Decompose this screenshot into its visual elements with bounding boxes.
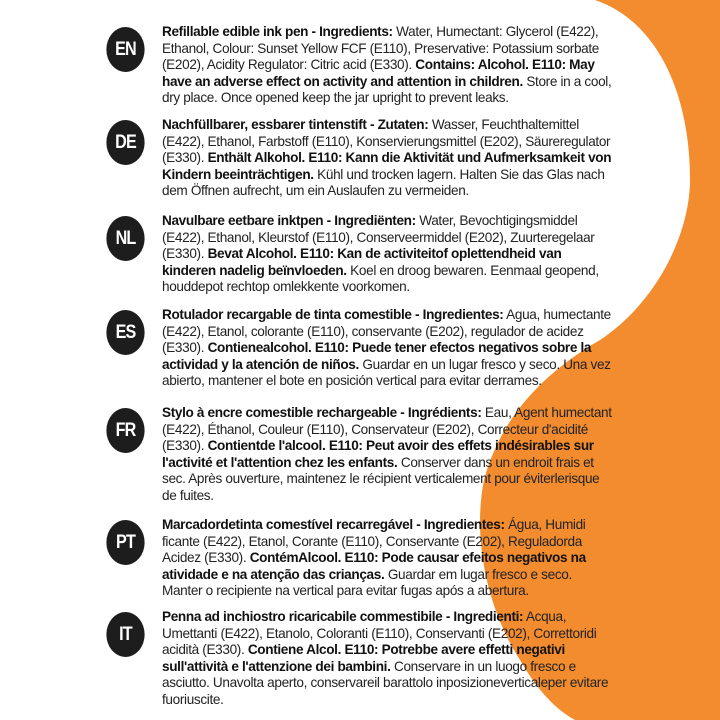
storage-pt: Guardar em lugar fresco e seco. Manter o recipiente na vertical para evitar fugas após a abertura. — [162, 566, 572, 599]
warning-nl: Bevat Alcohol. E110: Kan de activiteitof oplettendheid van kinderen nadelig beïnvloeden. — [162, 246, 562, 278]
warning-pt: ContémAlcool. E110: Pode causar efeitos negativos na atividade e na atenção das crianças. — [162, 550, 586, 582]
ingredients-it: Acqua, Umettanti (E422), Etanolo, Coloranti (E110), Conservanti (E202), Correttoridi acidità (E330). — [162, 609, 597, 658]
ingredients-pt: Água, Humidi ficante (E422), Etanol, Corante (E110), Conservante (E202), Reguladorda Acidez (E330). — [162, 517, 586, 566]
paragraph-fr — [162, 405, 614, 505]
paragraph-en — [162, 24, 614, 107]
title-en: Refillable edible ink pen - Ingredients: — [162, 24, 393, 39]
language-badge-en: EN — [106, 27, 144, 72]
language-badge-nl: NL — [106, 216, 144, 261]
storage-en: Store in a cool, dry place. Once opened keep the jar upright to prevent leaks. — [162, 73, 612, 106]
storage-es: Guardar en un lugar fresco y seco. Una vez abierto, mantener el bote en posición vertical para evitar derrames. — [162, 356, 611, 389]
ingredients-en: Water, Humectant: Glycerol (E422), Ethanol, Colour: Sunset Yellow FCF (E110), Preservative: Potassium sorbate (E202), Acidity Regulator: Citric acid (E330). — [162, 24, 600, 73]
title-pt: Marcadordetinta comestível recarregável - Ingredientes: — [162, 517, 505, 532]
ingredients-de: Wasser, Feuchthaltemittel (E422), Ethanol, Farbstoff (E110), Konservierungsmittel (E202), Säureregulator (E330). — [162, 117, 611, 166]
ingredients-nl: Water, Bevochtigingsmiddel (E422), Ethanol, Kleurstof (E110), Conserveermiddel (E202), Zuurteregelaar (E330). — [162, 213, 595, 262]
language-badge-es: ES — [106, 310, 144, 355]
storage-de: Kühl und trocken lagern. Halten Sie das Glas nach dem Öffnen aufrecht, um ein Auslaufen zu vermeiden. — [162, 166, 605, 199]
language-badge-de: DE — [106, 120, 144, 165]
language-badge-pt: PT — [106, 520, 144, 565]
ingredients-es: Agua, humectante (E422), Etanol, colorante (E110), conservante (E202), regulador de acidez (E330). — [162, 307, 611, 356]
title-fr: Stylo à encre comestible rechargeable - Ingrédients: — [162, 405, 482, 420]
ingredients-fr: Eau, Agent humectant (E422), Éthanol, Couleur (E110), Conservateur (E202), Correcteur d'acidité (E330). — [162, 405, 612, 454]
warning-es: Contienealcohol. E110: Puede tener efectos negativos sobre la actividad y la atención de niños. — [162, 340, 592, 372]
paragraph-nl — [162, 213, 614, 296]
title-de: Nachfüllbarer, essbarer tintenstift - Zutaten: — [162, 117, 429, 132]
storage-nl: Koel en droog bewaren. Eenmaal geopend, houddepot rechtop omlekkente voorkomen. — [162, 262, 599, 295]
storage-fr: Conserver dans un endroit frais et sec. Après ouverture, maintenez le récipient verticalement pour éviterlerisque de fuites. — [162, 454, 600, 503]
warning-fr: Contientde l'alcool. E110: Peut avoir des effets indésirables sur l'activité et l'attention chez les enfants. — [162, 438, 594, 470]
title-nl: Navulbare eetbare inktpen - Ingrediënten: — [162, 213, 416, 228]
warning-de: Enthält Alkohol. E110: Kann die Aktivität und Aufmerksamkeit von Kindern beeinträchtigen. — [162, 150, 612, 182]
paragraph-pt — [162, 517, 614, 600]
title-it: Penna ad inchiostro ricaricabile commestibile - Ingredienti: — [162, 609, 524, 624]
warning-it: Contiene Alcol. E110: Potrebbe avere effetti negativi sull'attività e l'attenzione dei bambini. — [162, 642, 565, 674]
language-badge-it: IT — [106, 612, 144, 657]
warning-en: Contains: Alcohol. E110: May have an adverse effect on activity and attention in children. — [162, 57, 595, 89]
storage-it: Conservare in un luogo fresco e asciutto. Unavolta aperto, conservareil barattolo inposizioneverticaleper evitare fuoriuscite. — [162, 658, 609, 707]
language-badge-fr: FR — [106, 408, 144, 453]
paragraph-it — [162, 609, 614, 709]
title-es: Rotulador recargable de tinta comestible - Ingredientes: — [162, 307, 504, 322]
paragraph-de — [162, 117, 614, 200]
paragraph-es — [162, 307, 614, 390]
